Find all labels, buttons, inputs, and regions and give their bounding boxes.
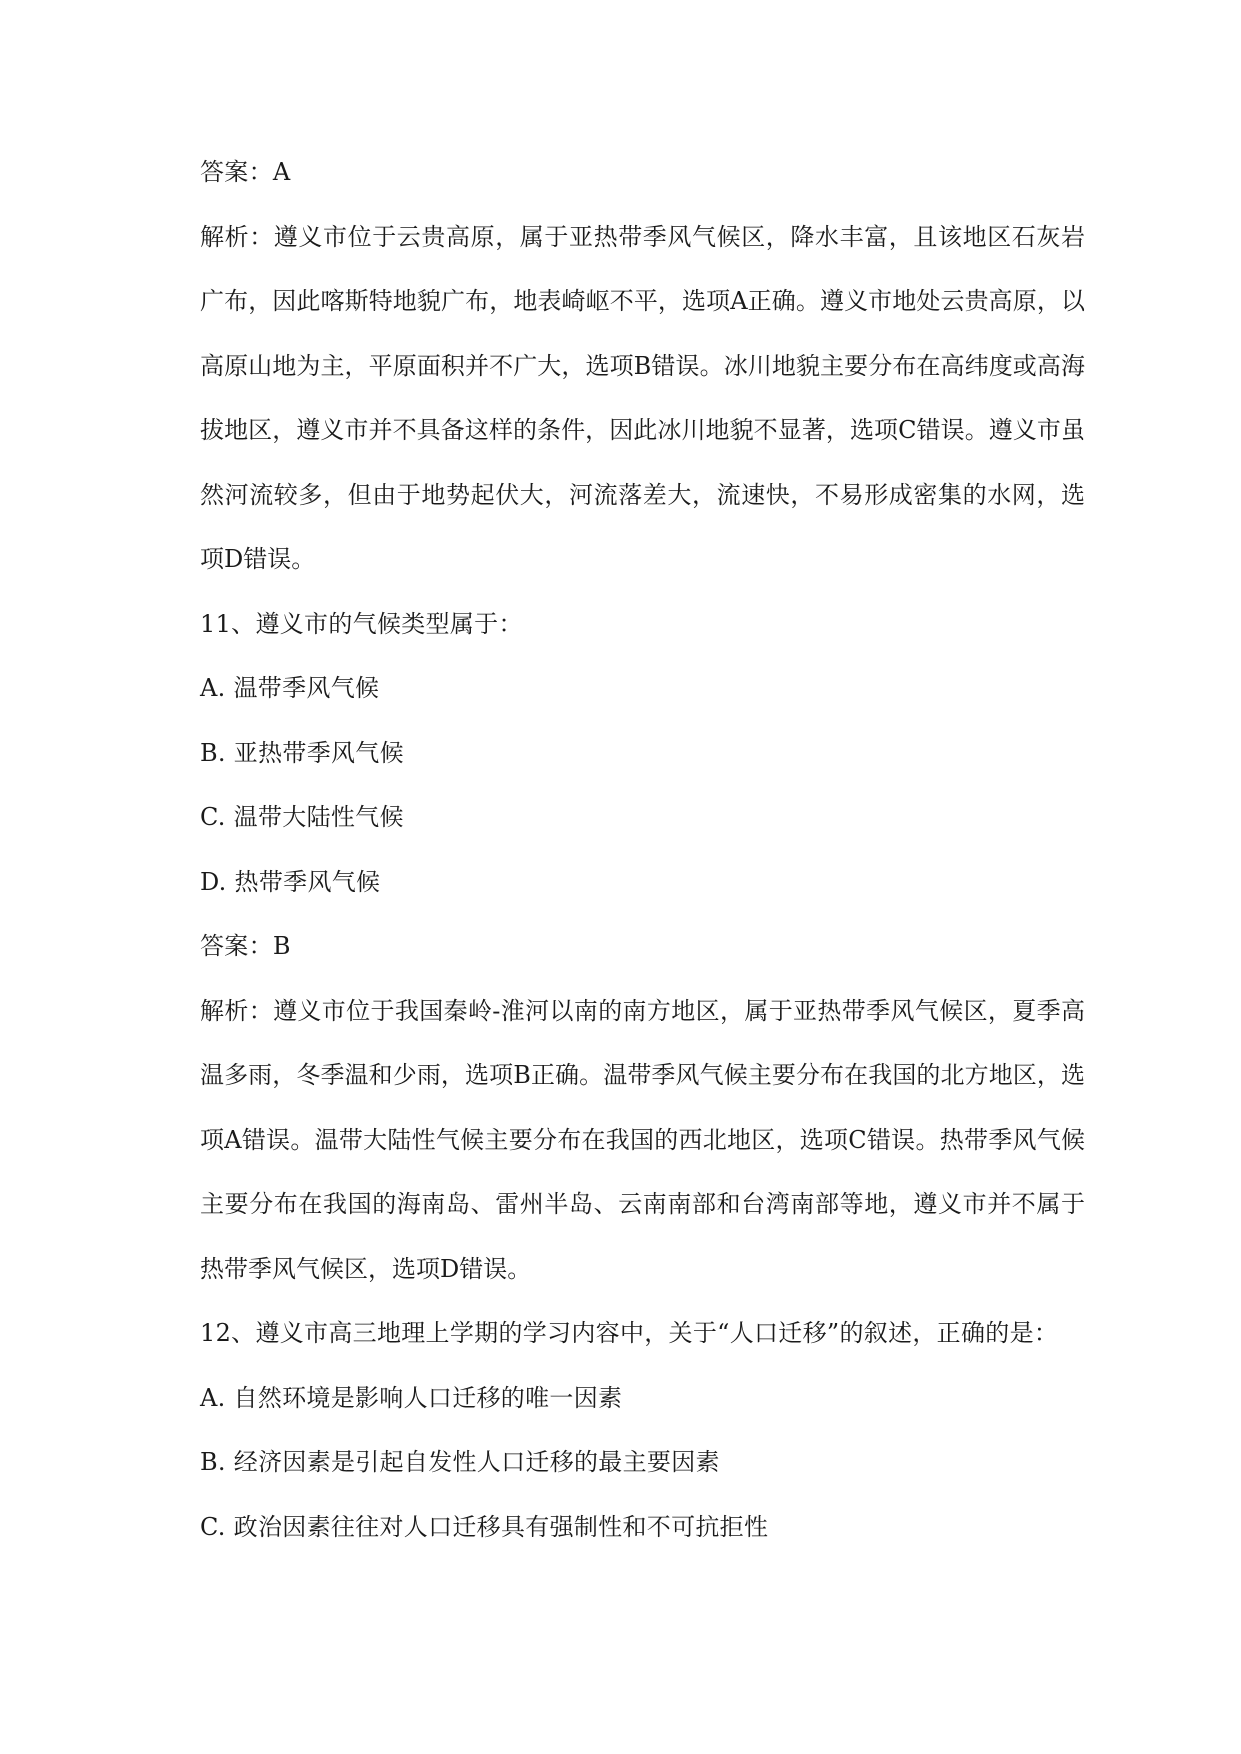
- q10-answer: 答案：A: [200, 158, 291, 186]
- q11-option-c: C. 温带大陆性气候: [200, 803, 404, 831]
- q11-analysis: 解析：遵义市位于我国秦岭-淮河以南的南方地区，属于亚热带季风气候区，夏季高温多雨，冬季温和少雨，选项B正确。温带季风气候主要分布在我国的北方地区，选项A错误。温带大陆性气候主要分布在我国的西北地区，选项C错误。热带季风气候主要分布在我国的海南岛、雷州半岛、云南南部和台湾南部等地，遵义市并不属于热带季风气候区，选项D错误。: [200, 996, 1085, 1283]
- document-page: [200, 140, 1085, 1559]
- q11-answer: 答案：B: [200, 932, 291, 960]
- q11-option-d: D. 热带季风气候: [200, 867, 381, 896]
- q11-option-a: A. 温带季风气候: [200, 674, 380, 702]
- q12-question: 12、遵义市高三地理上学期的学习内容中，关于“人口迁移”的叙述，正确的是：: [200, 1319, 1059, 1347]
- q11-question: 11、遵义市的气候类型属于：: [200, 609, 523, 638]
- q12-option-c: C. 政治因素往往对人口迁移具有强制性和不可抗拒性: [200, 1512, 769, 1541]
- q12-option-a: A. 自然环境是影响人口迁移的唯一因素: [200, 1383, 623, 1412]
- q10-analysis: 解析：遵义市位于云贵高原，属于亚热带季风气候区，降水丰富，且该地区石灰岩广布，因此喀斯特地貌广布，地表崎岖不平，选项A正确。遵义市地处云贵高原，以高原山地为主，平原面积并不广大，选项B错误。冰川地貌主要分布在高纬度或高海拔地区，遵义市并不具备这样的条件，因此冰川地貌不显著，选项C错误。遵义市虽然河流较多，但由于地势起伏大，河流落差大，流速快，不易形成密集的水网，选项D错误。: [200, 222, 1085, 573]
- q11-option-b: B. 亚热带季风气候: [200, 738, 404, 767]
- q12-option-b: B. 经济因素是引起自发性人口迁移的最主要因素: [200, 1448, 720, 1476]
